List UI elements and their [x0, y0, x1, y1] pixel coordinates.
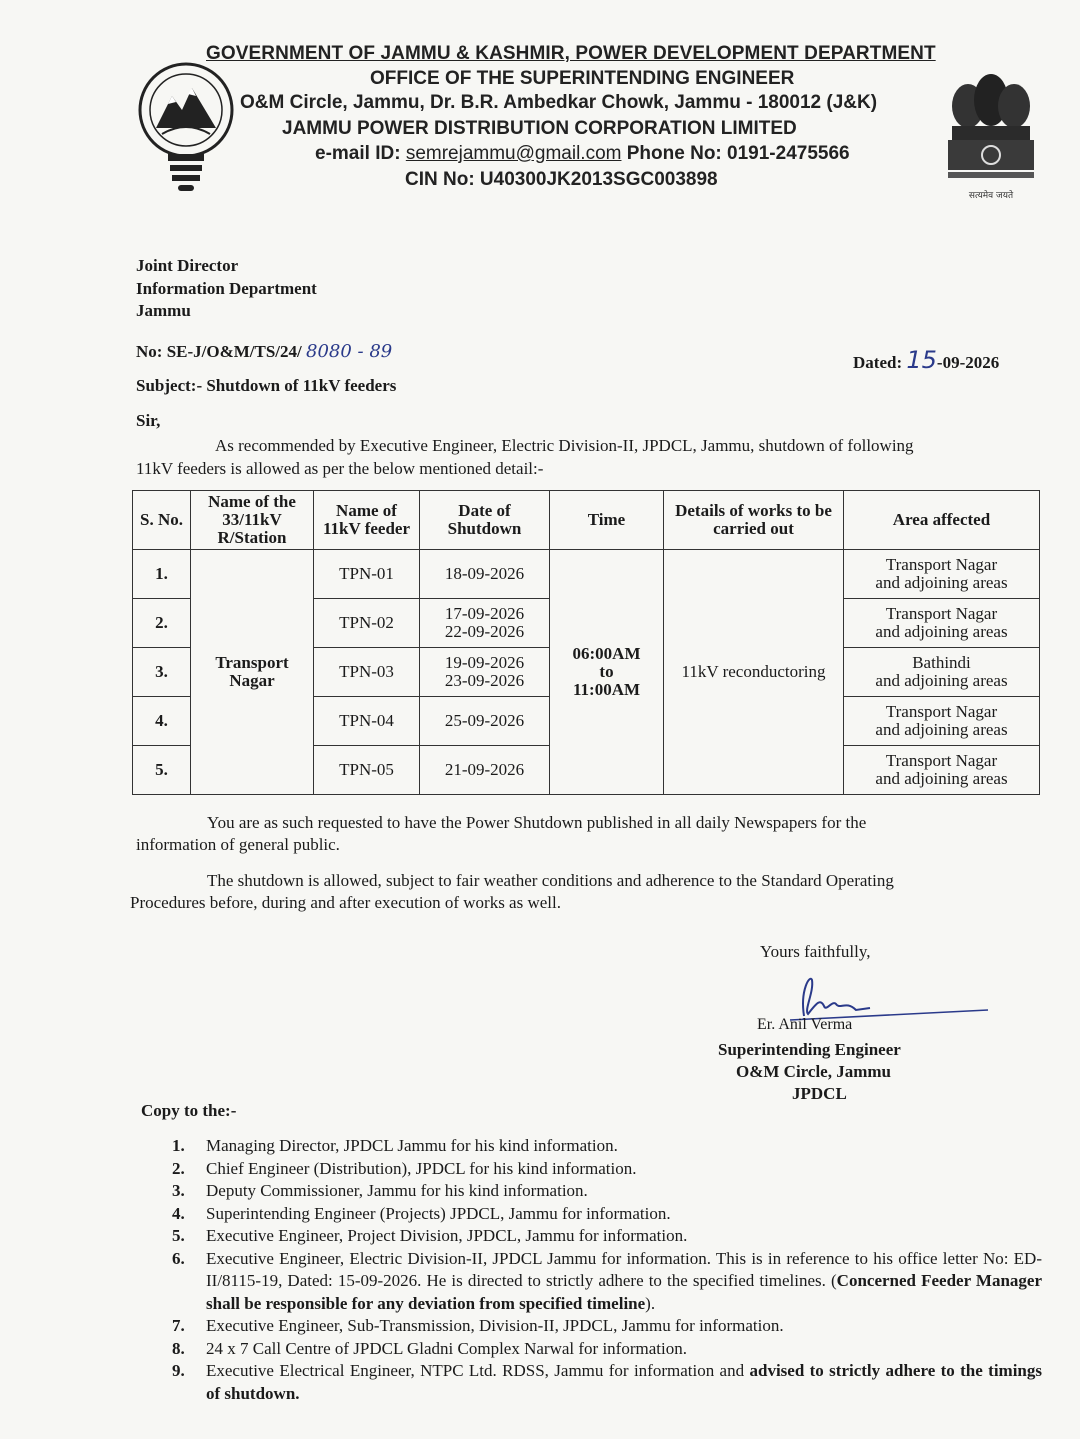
- list-item: 5. Executive Engineer, Project Division, JPDCL, Jammu for information.: [172, 1226, 688, 1245]
- cell-works: 11kV reconductoring: [664, 550, 844, 795]
- signatory-designation: Superintending Engineer: [718, 1040, 901, 1059]
- closing: Yours faithfully,: [760, 942, 871, 961]
- addressee-line3: Jammu: [136, 301, 191, 320]
- jpdcl-logo: [132, 58, 240, 198]
- list-item: 6. Executive Engineer, Electric Division-II, JPDCL Jammu for information. This is in reference to his office letter No: ED-II/8115-19, Dated: 15-09-2026. He is directed to strictly adhere to the specified timelines. (Concerned Feeder Manager shall be responsible for any deviation from specified timeline).: [172, 1248, 1042, 1313]
- letterhead-contact: [315, 143, 850, 165]
- shutdown-table: [132, 490, 1040, 795]
- cell-date: 21-09-2026: [420, 746, 550, 795]
- header-feeder: Name of 11kV feeder: [314, 491, 420, 550]
- cell-feeder: TPN-04: [314, 697, 420, 746]
- cell-feeder: TPN-03: [314, 648, 420, 697]
- cell-area: Transport Nagar and adjoining areas: [844, 746, 1040, 795]
- handwritten-number: 8080 - 89: [306, 341, 393, 362]
- cell-area: Transport Nagar and adjoining areas: [844, 550, 1040, 599]
- signatory-name: Er. Anil Verma: [757, 1016, 853, 1033]
- header-sno: S. No.: [133, 491, 191, 550]
- cell-sno: 1.: [133, 550, 191, 599]
- list-item: 8. 24 x 7 Call Centre of JPDCL Gladni Complex Narwal for information.: [172, 1338, 687, 1358]
- cell-sno: 5.: [133, 746, 191, 795]
- signatory-circle: O&M Circle, Jammu: [736, 1062, 892, 1081]
- cell-date: 25-09-2026: [420, 697, 550, 746]
- paragraph-3-line1: The shutdown is allowed, subject to fair weather conditions and adherence to the Standard Operating: [207, 871, 894, 890]
- paragraph-3-line2: Procedures before, during and after execution of works as well.: [130, 893, 561, 912]
- header-area: Area affected: [844, 491, 1040, 550]
- cell-sno: 4.: [133, 697, 191, 746]
- national-emblem-icon: [938, 66, 1044, 206]
- emblem-motto: सत्यमेव जयते: [968, 191, 1014, 201]
- cell-area: Transport Nagar and adjoining areas: [844, 599, 1040, 648]
- salutation: Sir,: [136, 411, 161, 430]
- table-row: [133, 550, 1040, 599]
- paragraph-1-line2: 11kV feeders is allowed as per the below mentioned detail:-: [136, 459, 544, 478]
- header-date: Date of Shutdown: [420, 491, 550, 550]
- list-item: 3. Deputy Commissioner, Jammu for his kind information.: [172, 1181, 588, 1200]
- cell-station: Transport Nagar: [191, 550, 314, 795]
- email-link[interactable]: semrejammu@gmail.com: [405, 143, 622, 164]
- header-station: Name of the 33/11kV R/Station: [191, 491, 314, 550]
- subject-line: Subject:- Shutdown of 11kV feeders: [136, 376, 397, 395]
- letterhead-government: GOVERNMENT OF JAMMU & KASHMIR, POWER DEVELOPMENT DEPARTMENT: [206, 43, 936, 64]
- phone-number: Phone No: 0191-2475566: [621, 143, 850, 164]
- cell-area: Bathindi and adjoining areas: [844, 648, 1040, 697]
- cell-area: Transport Nagar and adjoining areas: [844, 697, 1040, 746]
- cell-date: 18-09-2026: [420, 550, 550, 599]
- letterhead-office: OFFICE OF THE SUPERINTENDING ENGINEER: [370, 68, 795, 89]
- cell-feeder: TPN-01: [314, 550, 420, 599]
- list-item: 2. Chief Engineer (Distribution), JPDCL for his kind information.: [172, 1158, 637, 1178]
- letterhead-address: O&M Circle, Jammu, Dr. B.R. Ambedkar Chowk, Jammu - 180012 (J&K): [240, 92, 878, 113]
- copy-list: [172, 1135, 1042, 1405]
- addressee-line2: Information Department: [136, 279, 317, 298]
- list-item: 9. Executive Electrical Engineer, NTPC Ltd. RDSS, Jammu for information and advised to strictly adhere to the timings of shutdown.: [172, 1361, 1042, 1403]
- letterhead-cin: CIN No: U40300JK2013SGC003898: [405, 169, 718, 190]
- table-header-row: [133, 491, 1040, 550]
- signatory-organisation: JPDCL: [792, 1084, 847, 1103]
- paragraph-2-line1: You are as such requested to have the Power Shutdown published in all daily Newspapers for the: [207, 813, 867, 832]
- handwritten-day: 15: [906, 346, 937, 374]
- header-time: Time: [550, 491, 664, 550]
- list-item: 7. Executive Engineer, Sub-Transmission, Division-II, JPDCL, Jammu for information.: [172, 1316, 784, 1335]
- addressee-line1: Joint Director: [136, 256, 239, 275]
- cell-sno: 3.: [133, 648, 191, 697]
- email-label: e-mail ID:: [315, 143, 406, 164]
- cell-date: 17-09-2026 22-09-2026: [420, 599, 550, 648]
- header-works: Details of works to be carried out: [664, 491, 844, 550]
- cell-date: 19-09-2026 23-09-2026: [420, 648, 550, 697]
- cell-feeder: TPN-05: [314, 746, 420, 795]
- cell-time: 06:00AM to 11:00AM: [550, 550, 664, 795]
- cell-feeder: TPN-02: [314, 599, 420, 648]
- list-item: 4. Superintending Engineer (Projects) JPDCL, Jammu for information.: [172, 1203, 671, 1223]
- dated: Dated: 15-09-2026: [853, 346, 1000, 374]
- letterhead-corporation: JAMMU POWER DISTRIBUTION CORPORATION LIMITED: [282, 118, 797, 139]
- paragraph-1-line1: As recommended by Executive Engineer, Electric Division-II, JPDCL, Jammu, shutdown of following: [215, 436, 914, 455]
- list-item: 1. Managing Director, JPDCL Jammu for his kind information.: [172, 1136, 618, 1155]
- cell-sno: 2.: [133, 599, 191, 648]
- reference-number: No: SE-J/O&M/TS/24/ 8080 - 89: [136, 341, 393, 362]
- copy-to-heading: Copy to the:-: [141, 1101, 237, 1120]
- paragraph-2-line2: information of general public.: [136, 835, 340, 854]
